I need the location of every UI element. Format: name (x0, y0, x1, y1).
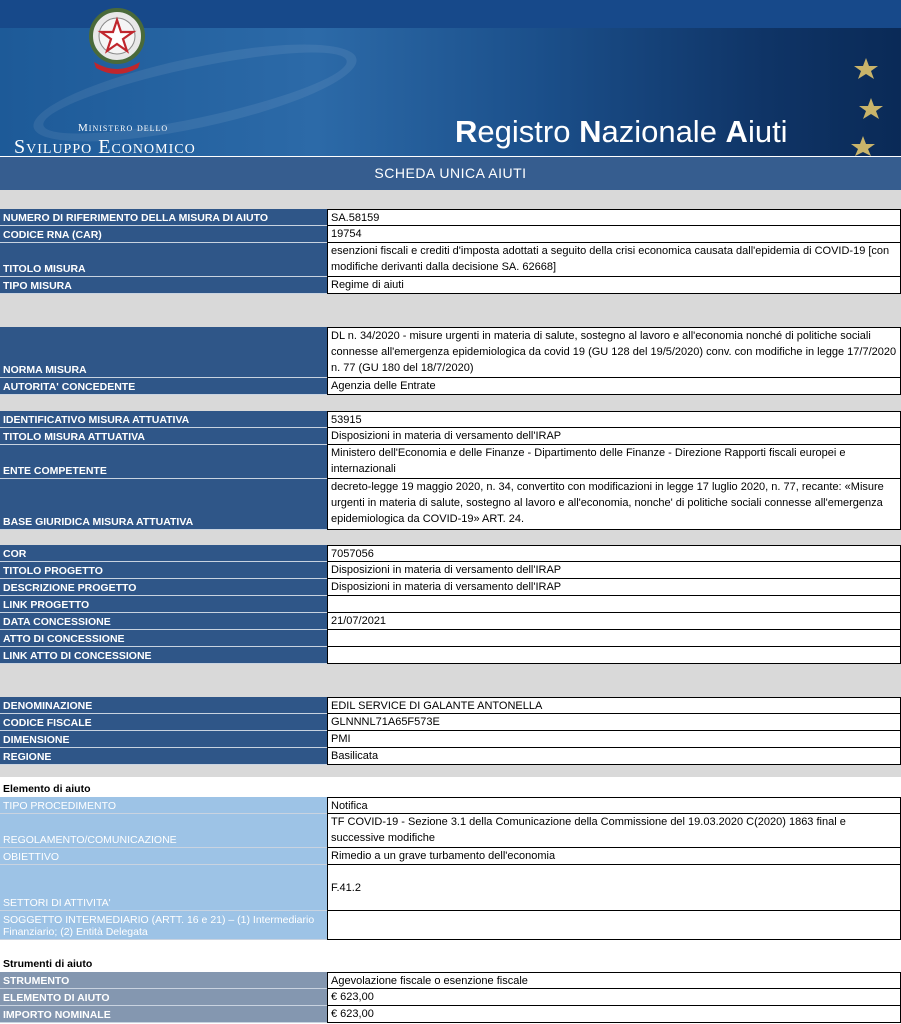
field-row (0, 613, 901, 630)
field-row (0, 277, 901, 294)
field-value (327, 911, 901, 940)
ministry-title: Sviluppo Economico (14, 136, 196, 156)
field-label: LINK PROGETTO (0, 596, 327, 613)
field-label: COR (0, 545, 327, 562)
field-label: ENTE COMPETENTE (0, 445, 327, 479)
field-row (0, 562, 901, 579)
field-value: Rimedio a un grave turbamento dell'economia (327, 848, 901, 865)
field-row (0, 327, 901, 378)
field-value: DL n. 34/2020 - misure urgenti in materia di salute, sostegno al lavoro e all'economia nonché di politiche sociali connesse all'emergenza epidemiologica da covid 19 (GU 128 del 19/5/2020) conv. con modifiche in legge 17/7/2020 n. 77 (GU 180 del 18/7/2020) (327, 327, 901, 378)
field-value: Agevolazione fiscale o esenzione fiscale (327, 972, 901, 989)
field-row (0, 714, 901, 731)
field-label: DENOMINAZIONE (0, 697, 327, 714)
section-heading-elemento: Elemento di aiuto (3, 783, 91, 795)
field-label: STRUMENTO (0, 972, 327, 989)
field-row (0, 445, 901, 479)
field-value: Regime di aiuti (327, 277, 901, 294)
field-row (0, 848, 901, 865)
field-row (0, 814, 901, 848)
field-row (0, 545, 901, 562)
field-row (0, 989, 901, 1006)
field-value: € 623,00 (327, 1006, 901, 1023)
field-label: REGIONE (0, 748, 327, 765)
field-value: Disposizioni in materia di versamento dell'IRAP (327, 579, 901, 596)
field-value: EDIL SERVICE DI GALANTE ANTONELLA (327, 697, 901, 714)
italian-republic-emblem-icon (86, 6, 148, 76)
field-row (0, 479, 901, 530)
field-label: DATA CONCESSIONE (0, 613, 327, 630)
field-label: AUTORITA' CONCEDENTE (0, 378, 327, 395)
field-row (0, 797, 901, 814)
field-label: NORMA MISURA (0, 327, 327, 378)
field-label: IMPORTO NOMINALE (0, 1006, 327, 1023)
field-label: SETTORI DI ATTIVITA' (0, 865, 327, 911)
field-row (0, 411, 901, 428)
field-row (0, 596, 901, 613)
field-value: Notifica (327, 797, 901, 814)
field-row (0, 630, 901, 647)
field-value (327, 647, 901, 664)
field-label: TIPO PROCEDIMENTO (0, 797, 327, 814)
field-row (0, 226, 901, 243)
field-label: TITOLO MISURA (0, 243, 327, 277)
field-label: LINK ATTO DI CONCESSIONE (0, 647, 327, 664)
registry-title: Registro Nazionale Aiuti (455, 114, 788, 149)
field-label: ELEMENTO DI AIUTO (0, 989, 327, 1006)
field-value: € 623,00 (327, 989, 901, 1006)
field-value: Disposizioni in materia di versamento dell'IRAP (327, 562, 901, 579)
field-row (0, 911, 901, 940)
field-label: TITOLO MISURA ATTUATIVA (0, 428, 327, 445)
field-label: TIPO MISURA (0, 277, 327, 294)
field-row (0, 647, 901, 664)
field-value: F.41.2 (327, 865, 901, 911)
field-label: CODICE FISCALE (0, 714, 327, 731)
field-value: Basilicata (327, 748, 901, 765)
section-heading-strumenti: Strumenti di aiuto (3, 958, 93, 970)
field-label: TITOLO PROGETTO (0, 562, 327, 579)
field-value (327, 630, 901, 647)
field-value: Ministero dell'Economia e delle Finanze - Dipartimento delle Finanze - Direzione Rapporti fiscali europei e internazionali (327, 445, 901, 479)
field-row (0, 378, 901, 395)
field-value: Agenzia delle Entrate (327, 378, 901, 395)
field-value: TF COVID-19 - Sezione 3.1 della Comunicazione della Commissione del 19.03.2020 C(2020) 1863 final e successive modifiche (327, 814, 901, 848)
field-label: NUMERO DI RIFERIMENTO DELLA MISURA DI AIUTO (0, 209, 327, 226)
field-value: 7057056 (327, 545, 901, 562)
eu-stars-icon (831, 28, 901, 156)
field-value: GLNNNL71A65F573E (327, 714, 901, 731)
field-value: Disposizioni in materia di versamento dell'IRAP (327, 428, 901, 445)
field-value: esenzioni fiscali e crediti d'imposta adottati a seguito della crisi economica causata dall'epidemia di COVID-19 [con modifiche derivanti dalla decisione SA. 62668] (327, 243, 901, 277)
field-label: DESCRIZIONE PROGETTO (0, 579, 327, 596)
field-value (327, 596, 901, 613)
field-label: DIMENSIONE (0, 731, 327, 748)
field-row (0, 243, 901, 277)
field-label: SOGGETTO INTERMEDIARIO (ARTT. 16 e 21) – (1) Intermediario Finanziario; (2) Entità Delegata (0, 911, 327, 940)
field-label: REGOLAMENTO/COMUNICAZIONE (0, 814, 327, 848)
field-value: 53915 (327, 411, 901, 428)
field-value: PMI (327, 731, 901, 748)
ministry-subtitle: Ministero dello (78, 122, 169, 134)
section-gap (0, 777, 901, 797)
field-row (0, 579, 901, 596)
field-row (0, 209, 901, 226)
field-row (0, 748, 901, 765)
field-value: 21/07/2021 (327, 613, 901, 630)
field-row (0, 428, 901, 445)
field-label: ATTO DI CONCESSIONE (0, 630, 327, 647)
field-row (0, 972, 901, 989)
field-row (0, 731, 901, 748)
scheda-title-bar: SCHEDA UNICA AIUTI (0, 157, 901, 190)
field-label: BASE GIURIDICA MISURA ATTUATIVA (0, 479, 327, 530)
field-row (0, 1006, 901, 1023)
field-row (0, 697, 901, 714)
field-row (0, 865, 901, 911)
field-value: decreto-legge 19 maggio 2020, n. 34, convertito con modificazioni in legge 17 luglio 2020, n. 77, recante: «Misure urgenti in materia di salute, sostegno al lavoro e all'economia, nonche' di politiche sociali connesse all'emergenza epidemiologica da COVID-19» ART. 24. (327, 479, 901, 530)
field-label: CODICE RNA (CAR) (0, 226, 327, 243)
field-label: IDENTIFICATIVO MISURA ATTUATIVA (0, 411, 327, 428)
field-value: 19754 (327, 226, 901, 243)
field-value: SA.58159 (327, 209, 901, 226)
field-label: OBIETTIVO (0, 848, 327, 865)
